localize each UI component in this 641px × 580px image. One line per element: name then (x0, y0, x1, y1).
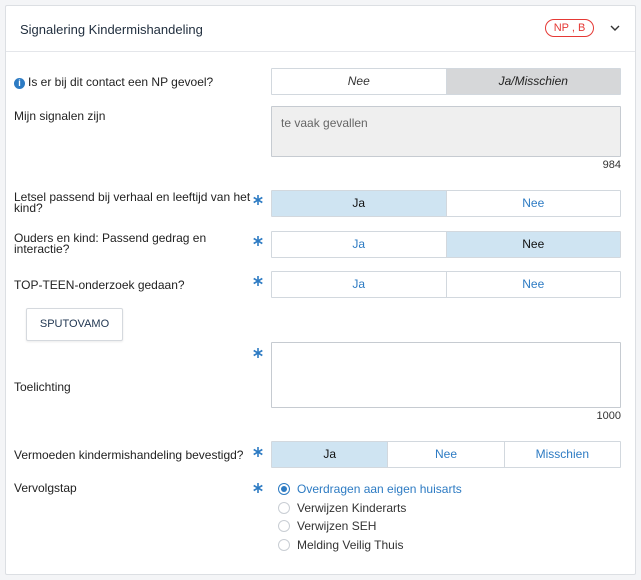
ouders-segmented-control (271, 231, 621, 258)
required-asterisk-icon (252, 482, 264, 494)
np-question-label (14, 76, 213, 89)
np-option-ja-misschien[interactable]: Ja/Misschien (447, 69, 621, 94)
radio-button[interactable] (278, 539, 290, 551)
radio-button[interactable] (278, 520, 290, 532)
np-option-nee[interactable]: Nee (272, 69, 447, 94)
vermoeden-option-nee[interactable]: Nee (388, 442, 504, 467)
vermoeden-label: Vermoeden kindermishandeling bevestigd? (14, 448, 244, 462)
topteen-option-ja[interactable]: Ja (272, 272, 447, 297)
topteen-option-nee[interactable]: Nee (522, 277, 545, 291)
ouders-label: Ouders en kind: Passend gedrag en interactie? (14, 231, 207, 256)
radio-button[interactable] (278, 502, 290, 514)
required-asterisk-icon (252, 194, 264, 206)
radio-overdragen-huisarts[interactable] (278, 481, 462, 497)
vermoeden-segmented-control (271, 441, 621, 468)
toelichting-counter: 1000 (596, 410, 621, 422)
radio-label: Verwijzen Kinderarts (297, 501, 407, 515)
panel-header[interactable] (6, 6, 635, 52)
np-badge: NP , B (545, 19, 594, 37)
toelichting-textarea[interactable] (271, 342, 621, 408)
required-asterisk-icon (252, 446, 264, 458)
signalen-label: Mijn signalen zijn (14, 109, 106, 123)
letsel-option-ja[interactable]: Ja (272, 191, 447, 216)
vermoeden-option-ja[interactable]: Ja (272, 442, 388, 467)
radio-verwijzen-kinderarts[interactable] (278, 500, 406, 516)
letsel-option-nee[interactable]: Nee (522, 196, 545, 210)
required-asterisk-icon (252, 235, 264, 247)
radio-verwijzen-seh[interactable] (278, 518, 376, 534)
signalen-textarea[interactable]: te vaak gevallen (271, 106, 621, 157)
required-asterisk-icon (252, 347, 264, 359)
topteen-label: TOP-TEEN-onderzoek gedaan? (14, 278, 185, 292)
radio-label: Verwijzen SEH (297, 519, 377, 533)
np-question-text: Is er bij dit contact een NP gevoel? (28, 75, 214, 89)
radio-button[interactable] (278, 483, 290, 495)
radio-label: Overdragen aan eigen huisarts (297, 482, 462, 496)
vermoeden-option-misschien[interactable]: Misschien (535, 447, 589, 461)
sputovamo-button[interactable]: SPUTOVAMO (26, 308, 123, 341)
letsel-segmented-control (271, 190, 621, 217)
radio-melding-veilig-thuis[interactable] (278, 537, 404, 553)
toelichting-label: Toelichting (14, 380, 71, 394)
signalen-counter: 984 (602, 159, 621, 171)
ouders-option-ja[interactable]: Ja (272, 232, 447, 257)
radio-label: Melding Veilig Thuis (297, 538, 404, 552)
required-asterisk-icon (252, 275, 264, 287)
ouders-option-nee[interactable]: Nee (447, 232, 621, 257)
info-icon[interactable]: i (14, 78, 25, 89)
panel-title: Signalering Kindermishandeling (20, 22, 203, 37)
np-segmented-control (271, 68, 621, 95)
topteen-segmented-control (271, 271, 621, 298)
vervolgstap-label: Vervolgstap (14, 481, 77, 495)
letsel-label: Letsel passend bij verhaal en leeftijd van het kind? (14, 190, 251, 215)
chevron-down-icon[interactable] (607, 20, 623, 36)
